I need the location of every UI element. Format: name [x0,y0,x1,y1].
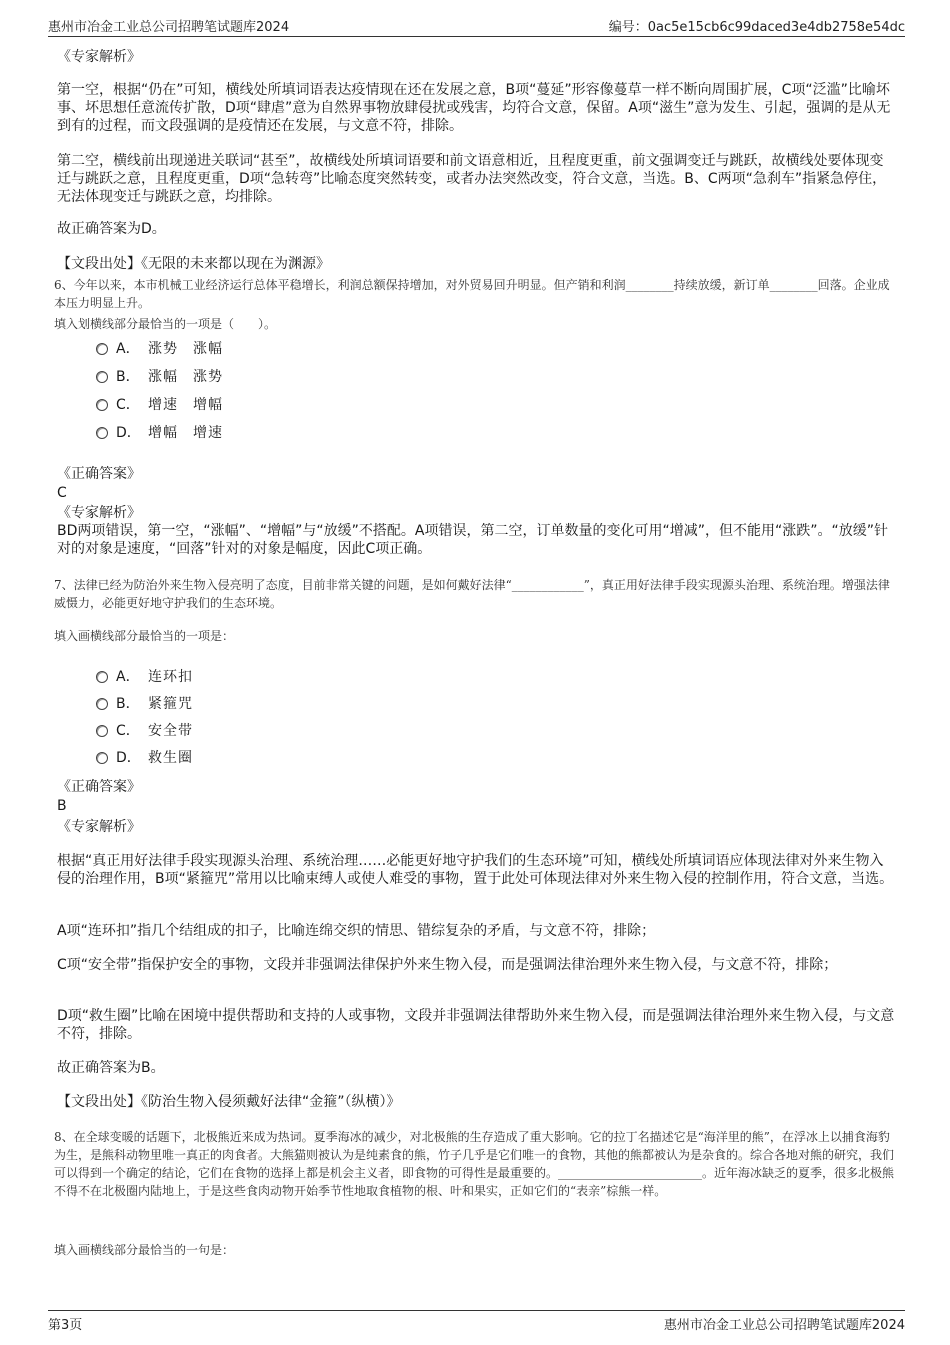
q6-option-a[interactable]: A． 涨势 涨幅 [96,338,223,358]
header-title: 惠州市冶金工业总公司招聘笔试题库2024 [48,20,290,35]
q7-source: 【文段出处】《防治生物入侵须戴好法律“金箍”（纵横）》 [57,1094,401,1110]
q7-analysis-para2: A项“连环扣”指几个结组成的扣子，比喻连绵交织的情思、错综复杂的矛盾，与文意不符，排除； [57,923,656,939]
q6-analysis: BD两项错误，第一空，“涨幅”、“增幅”与“放缓”不搭配。A项错误，第二空，订单数量的变化可用“增减”，但不能用“涨跌”。“放缓”针对的对象是速度，“回落”针对的对象是幅度，因此C项正确。 [57,523,888,557]
radio-icon[interactable] [96,371,108,383]
q7-conclusion: 故正确答案为B。 [57,1060,165,1076]
q5-conclusion: 故正确答案为D。 [57,221,166,237]
q6-answer: C [57,485,67,501]
q5-source: 【文段出处】《无限的未来都以现在为渊源》 [57,256,330,272]
q7-option-d[interactable]: D． 救生圈 [96,747,193,767]
q7-option-c[interactable]: C． 安全带 [96,720,193,740]
q8-prompt: 填入画横线部分最恰当的一句是： [54,1243,235,1257]
page-number: 第3页 [48,1318,83,1333]
radio-icon[interactable] [96,752,108,764]
q7-option-a[interactable]: A． 连环扣 [96,666,193,686]
header-serial: 编号：0ac5e15cb6c99daced3e4db2758e54dc [608,20,905,35]
q6-option-b[interactable]: B． 涨幅 涨势 [96,366,223,386]
q7-prompt: 填入画横线部分最恰当的一项是： [54,629,235,643]
q6-analysis-label: 《专家解析》 [57,505,141,521]
q7-analysis-para3: C项“安全带”指保护安全的事物，文段并非强调法律保护外来生物入侵，而是强调法律治理外来生物入侵，与文意不符，排除； [57,957,838,973]
q7-stem: 7、法律已经为防治外来生物入侵亮明了态度，目前非常关键的问题，是如何戴好法律“____________”，真正用好法律手段实现源头治理、系统治理。增强法律威慑力，必能更好地守护我们的生态环境。 [54,578,890,610]
q6-option-c[interactable]: C． 增速 增幅 [96,394,223,414]
q7-analysis-para1: 根据“真正用好法律手段实现源头治理、系统治理……必能更好地守护我们的生态环境”可知，横线处所填词语应体现法律对外来生物入侵的治理作用，B项“紧箍咒”常用以比喻束缚人或使人难受的事物，置于此处可体现法律对外来生物入侵的控制作用，符合文意，当选。 [57,853,894,887]
radio-icon[interactable] [96,399,108,411]
q7-answer-label: 《正确答案》 [57,779,141,795]
radio-icon[interactable] [96,343,108,355]
radio-icon[interactable] [96,698,108,710]
q7-option-b[interactable]: B． 紧箍咒 [96,693,193,713]
q5-analysis-para2: 第二空，横线前出现递进关联词“甚至”，故横线处所填词语要和前文语意相近，且程度更重，前文强调变迁与跳跃，故横线处要体现变迁与跳跃之意，且程度更重，D项“急转弯”比喻态度突然转变，或者办法突然改变，符合文意，当选。B、C两项“急刹车”指紧急停住，无法体现变迁与跳跃之意，均排除。 [57,153,887,205]
q5-analysis-para1: 第一空，根据“仍在”可知，横线处所填词语表达疫情现在还在发展之意，B项“蔓延”形容像蔓草一样不断向周围扩展，C项“泛滥”比喻坏事、坏思想任意流传扩散，D项“肆虐”意为自然界事物放肆侵扰或残害，均符合文意，保留。A项“滋生”意为发生、引起，强调的是从无到有的过程，而文段强调的是疫情还在发展，与文意不符，排除。 [57,82,891,134]
q7-analysis-para4: D项“救生圈”比喻在困境中提供帮助和支持的人或事物，文段并非强调法律帮助外来生物入侵，而是强调法律治理外来生物入侵，与文意不符，排除。 [57,1008,895,1042]
page-footer [48,1310,905,1333]
q8-stem: 8、在全球变暖的话题下，北极熊近来成为热词。夏季海冰的减少，对北极熊的生存造成了重大影响。它的拉丁名描述它是“海洋里的熊”，在浮冰上以捕食海豹为生，是熊科动物里唯一真正的肉食者。大熊猫则被认为是纯素食的熊，竹子几乎是它们唯一的食物，其他的熊都被认为是杂食的。综合各地对熊的研究，我们可以得到一个确定的结论，它们在食物的选择上都是机会主义者，即食物的可得性是最重要的。________________________。近年海冰缺乏的夏季，很多北极熊不得不在北极圈内陆地上，于是这些食肉动物开始季节性地取食植物的根、叶和果实，正如它们的“表亲”棕熊一样。 [54,1130,895,1198]
q5-analysis-label: 《专家解析》 [57,49,141,65]
radio-icon[interactable] [96,427,108,439]
q6-answer-label: 《正确答案》 [57,466,141,482]
q7-answer: B [57,798,67,814]
radio-icon[interactable] [96,725,108,737]
radio-icon[interactable] [96,671,108,683]
q7-analysis-label: 《专家解析》 [57,819,141,835]
page-header [48,14,905,37]
q6-option-d[interactable]: D． 增幅 增速 [96,422,223,442]
q6-prompt: 填入划横线部分最恰当的一项是（ ）。 [54,317,277,331]
q6-stem: 6、今年以来，本市机械工业经济运行总体平稳增长，利润总额保持增加，对外贸易回升明显。但产销和利润________持续放缓，新订单________回落。企业成本压力明显上升。 [54,278,890,310]
footer-title: 惠州市冶金工业总公司招聘笔试题库2024 [663,1318,905,1333]
